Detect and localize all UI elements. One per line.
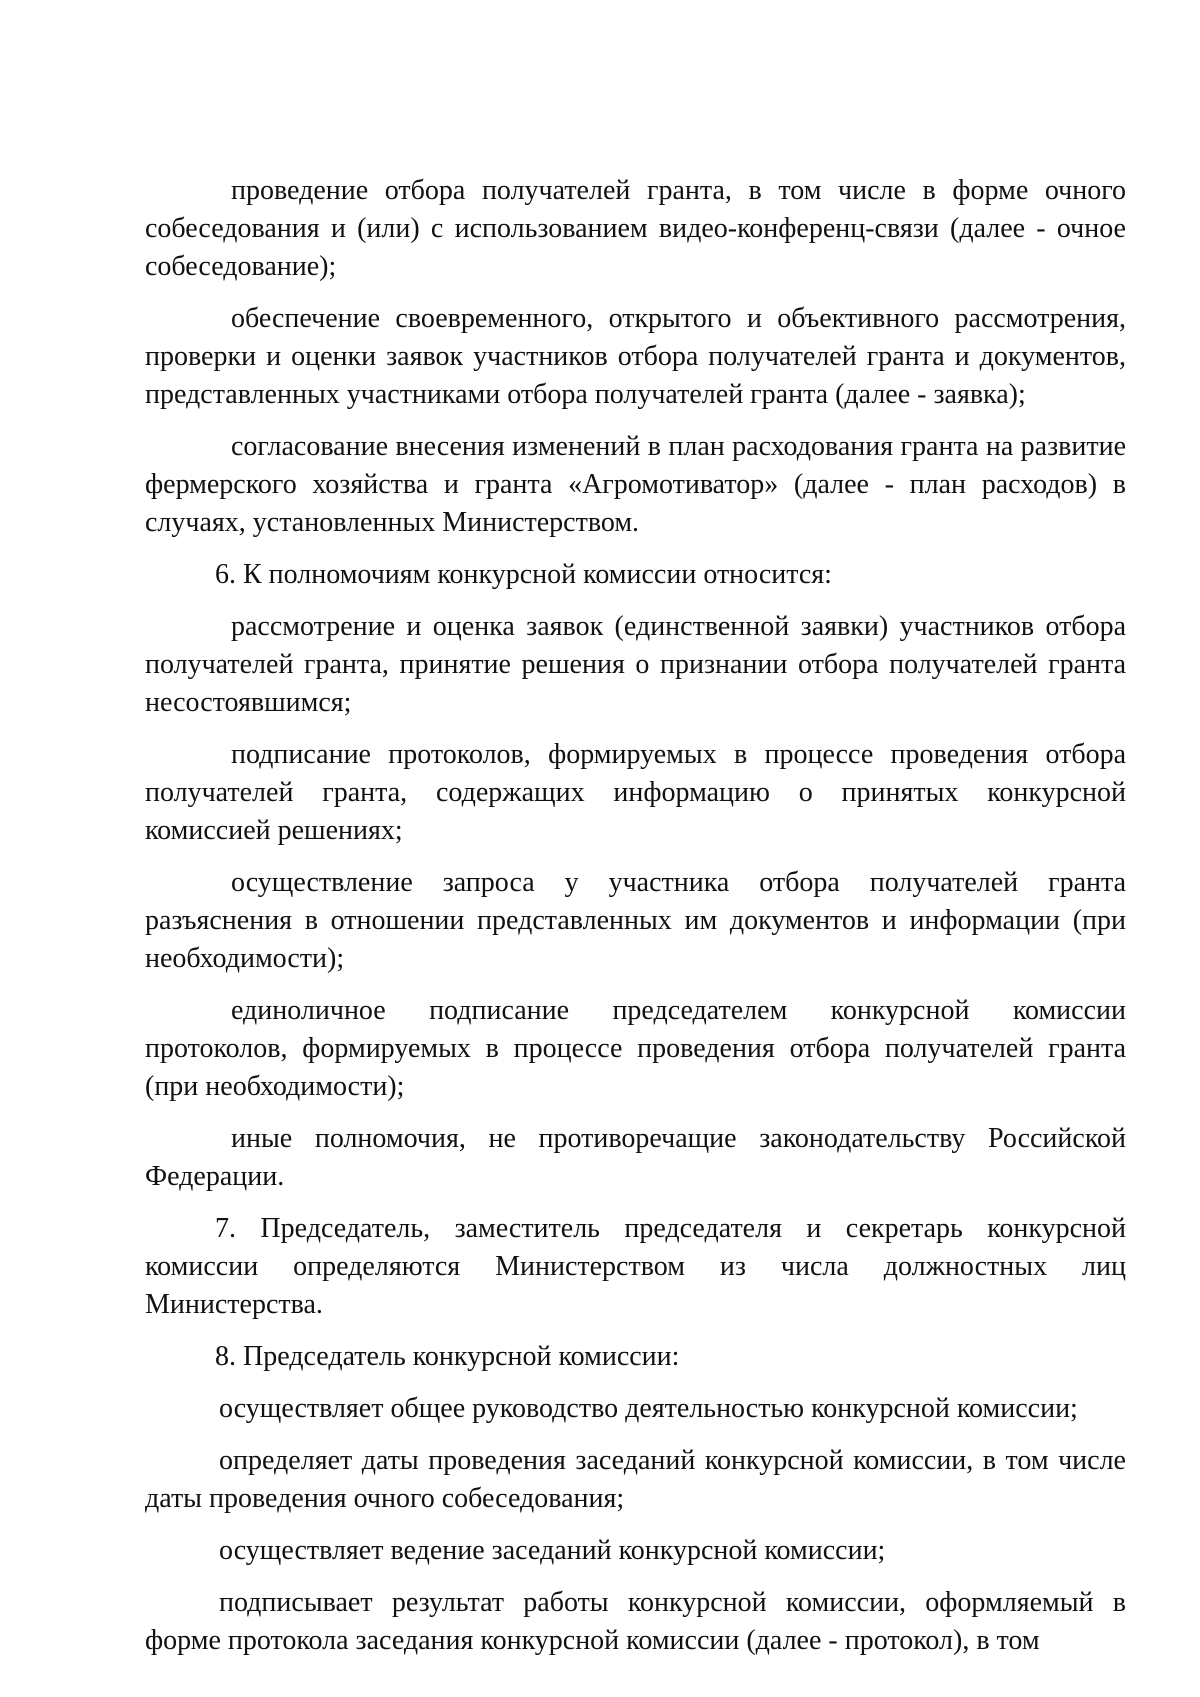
paragraph-evaluation: рассмотрение и оценка заявок (единственной заявки) участников отбора получателей гранта, принятие решения о признании отбора получателей гранта несостоявшимся;	[145, 611, 1126, 718]
paragraph-other-powers: иные полномочия, не противоречащие законодательству Российской Федерации.	[145, 1123, 1126, 1192]
paragraph-sole-signing: единоличное подписание председателем конкурсной комиссии протоколов, формируемых в процессе проведения отбора получателей гранта (при необходимости);	[145, 995, 1126, 1102]
paragraph-application-review: обеспечение своевременного, открытого и объективного рассмотрения, проверки и оценки заявок участников отбора получателей гранта и документов, представленных участниками отбора получателей гранта (далее - заявка);	[145, 303, 1126, 410]
paragraph-selection-interview: проведение отбора получателей гранта, в том числе в форме очного собеседования и (или) с использованием видео-конференц-связи (далее - очное собеседование);	[145, 175, 1126, 282]
paragraph-expense-plan: согласование внесения изменений в план расходования гранта на развитие фермерского хозяйства и гранта «Агромотиватор» (далее - план расходов) в случаях, установленных Министерством.	[145, 431, 1126, 538]
paragraph-general-management: осуществляет общее руководство деятельностью конкурсной комиссии;	[219, 1393, 1078, 1424]
section-7-text: 7. Председатель, заместитель председателя и секретарь конкурсной комиссии определяются Министерством из числа должностных лиц Министерства.	[145, 1213, 1126, 1320]
paragraph-protocol-signing: подписание протоколов, формируемых в процессе проведения отбора получателей гранта, содержащих информацию о принятых конкурсной комиссией решениях;	[145, 739, 1126, 846]
paragraph-clarification-request: осуществление запроса у участника отбора получателей гранта разъяснения в отношении представленных им документов и информации (при необходимости);	[145, 867, 1126, 974]
document-body	[145, 172, 1126, 1674]
paragraph-result-signing: подписывает результат работы конкурсной комиссии, оформляемый в форме протокола заседания конкурсной комиссии (далее - протокол), в том	[145, 1587, 1126, 1656]
section-8-heading: 8. Председатель конкурсной комиссии:	[215, 1341, 680, 1372]
section-6-heading: 6. К полномочиям конкурсной комиссии относится:	[215, 559, 832, 590]
paragraph-meeting-conduct: осуществляет ведение заседаний конкурсной комиссии;	[219, 1535, 886, 1566]
paragraph-meeting-dates: определяет даты проведения заседаний конкурсной комиссии, в том числе даты проведения очного собеседования;	[145, 1445, 1126, 1514]
